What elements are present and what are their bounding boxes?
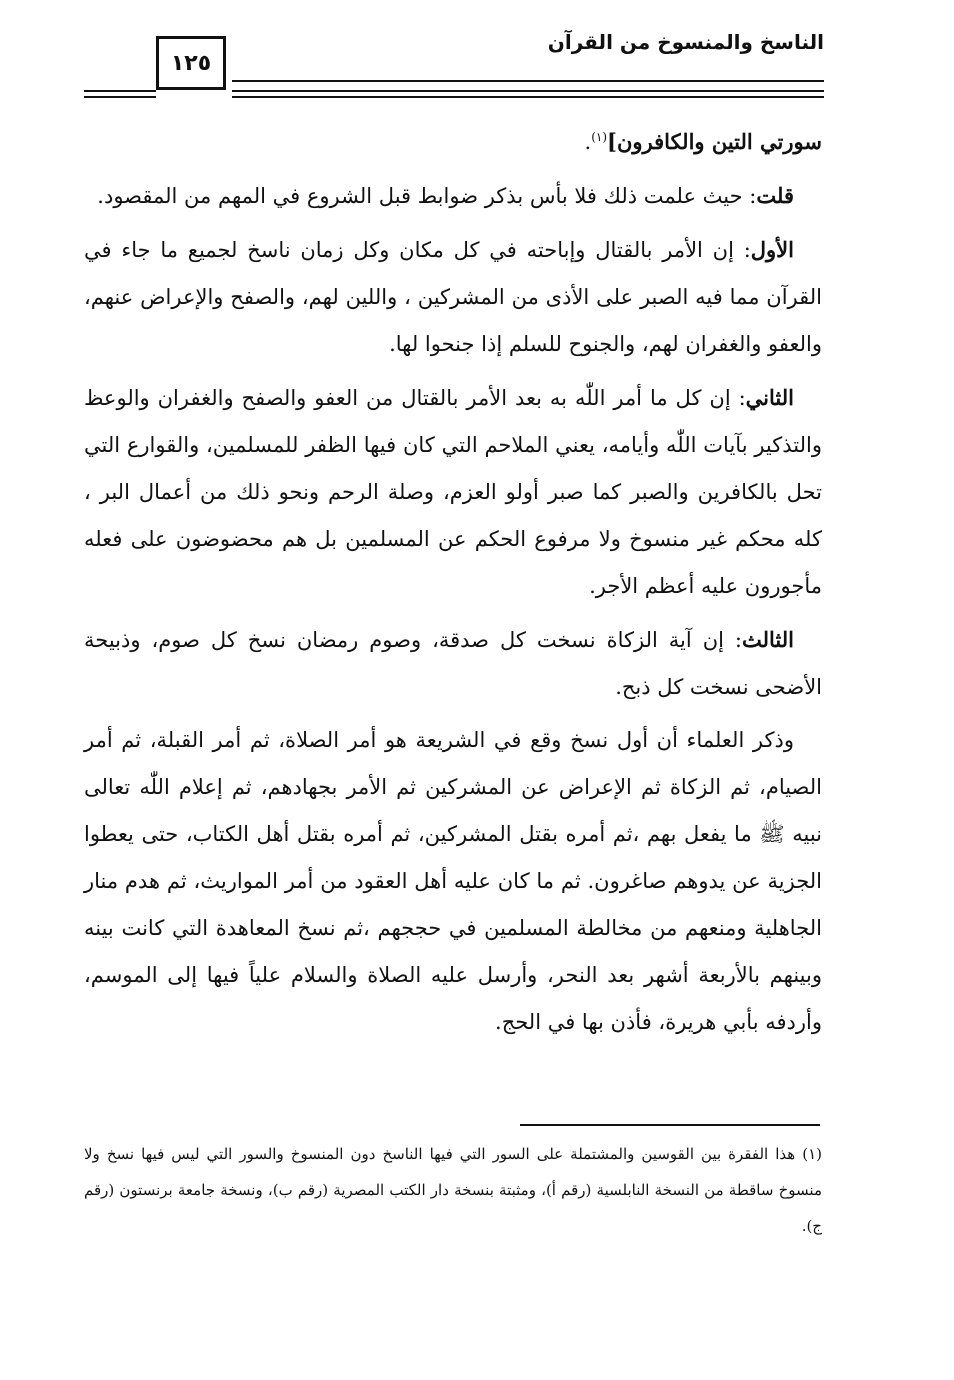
paragraph-end: . [584,130,592,154]
paragraph-text: وذكر العلماء أن أول نسخ وقع في الشريعة هو أمر الصلاة، ثم أمر القبلة، ثم أمر الصيام، ثم الزكاة ثم الإعراض عن المشركين ثم الأمر بجهادهم، ثم إعلام اللّٰه تعالى نبيه ﷺ ما يفعل بهم ،ثم أمره بقتل المشركين، ثم أمره بقتل أهل الكتاب، حتى يعطوا الجزية عن يدوهم صاغرون. ثم ما كان عليه أهل العقود من أمر المواريث، ثم هدم منار الجاهلية ومنعهم من مخالطة المسلمين في حججهم ،ثم نسخ المعاهدة التي كانت بينه وبينهم بالأربعة أشهر بعد النحر، وأرسل عليه الصلاة والسلام علياً فيها إلى الموسم، وأردفه بأبي هريرة، فأذن بها في الحج. [84,728,822,1034]
paragraph-lead: الأول [750,237,794,262]
header-rule [232,90,824,92]
footnote-divider [520,1124,820,1126]
footnotes [84,1136,822,1244]
paragraph [84,172,822,220]
paragraph-text: سورتي التين والكافرون] [607,129,822,154]
footnote: (١) هذا الفقرة بين القوسين والمشتملة على السور التي فيها الناسخ دون المنسوخ والسور التي ليس فيها نسخ ولا منسوخ ساقطة من النسخة النابلسية (رقم أ)، ومثبتة بنسخة دار الكتب المصرية (رقم ب)، ونسخة جامعة برنستون (رقم ج). [84,1145,822,1235]
paragraph [84,717,822,1046]
header-rule [84,96,156,98]
paragraph [84,226,822,368]
paragraph-text: : إن الأمر بالقتال وإباحته في كل مكان وكل زمان ناسخ لجميع ما جاء في القرآن مما فيه الصبر على الأذى من المشركين ، واللين لهم، والصفح والإعراض عنهم، والعفو والغفران لهم، والجنوح للسلم إذا جنحوا لها. [84,238,822,356]
paragraph [84,374,822,610]
paragraph-lead: قلت [756,183,794,208]
paragraph-lead: الثالث [742,627,794,652]
header-rule [232,96,824,98]
page-number: ١٢٥ [156,36,226,90]
paragraph-text: : إن كل ما أمر اللّٰه به بعد الأمر بالقتال من العفو والصفح والغفران والوعظ والتذكير بآيات اللّٰه وأيامه، يعني الملاحم التي كان فيها الظفر للمسلمين، والقوارع التي تحل بالكافرين والصبر كما صبر أولو العزم، وصلة الرحم ونحو ذلك من أعمال البر ، كله محكم غير منسوخ ولا مرفوع الحكم عن المسلمين بل هم محضوضون على فعله مأجورون عليه أعظم الأجر. [84,386,822,598]
paragraph [84,118,822,166]
header-rule [232,80,824,82]
main-text [84,118,822,1052]
paragraph-lead: الثاني [745,385,794,410]
paragraph-text: : حيث علمت ذلك فلا بأس بذكر ضوابط قبل الشروع في المهم من المقصود. [97,184,757,208]
footnote-ref: (١) [591,130,608,144]
page-header [84,28,824,88]
header-rule [84,90,156,92]
running-title: الناسخ والمنسوخ من القرآن [547,30,824,54]
paragraph-text: : إن آية الزكاة نسخت كل صدقة، وصوم رمضان نسخ كل صوم، وذبيحة الأضحى نسخت كل ذبح. [84,628,822,699]
paragraph [84,616,822,711]
